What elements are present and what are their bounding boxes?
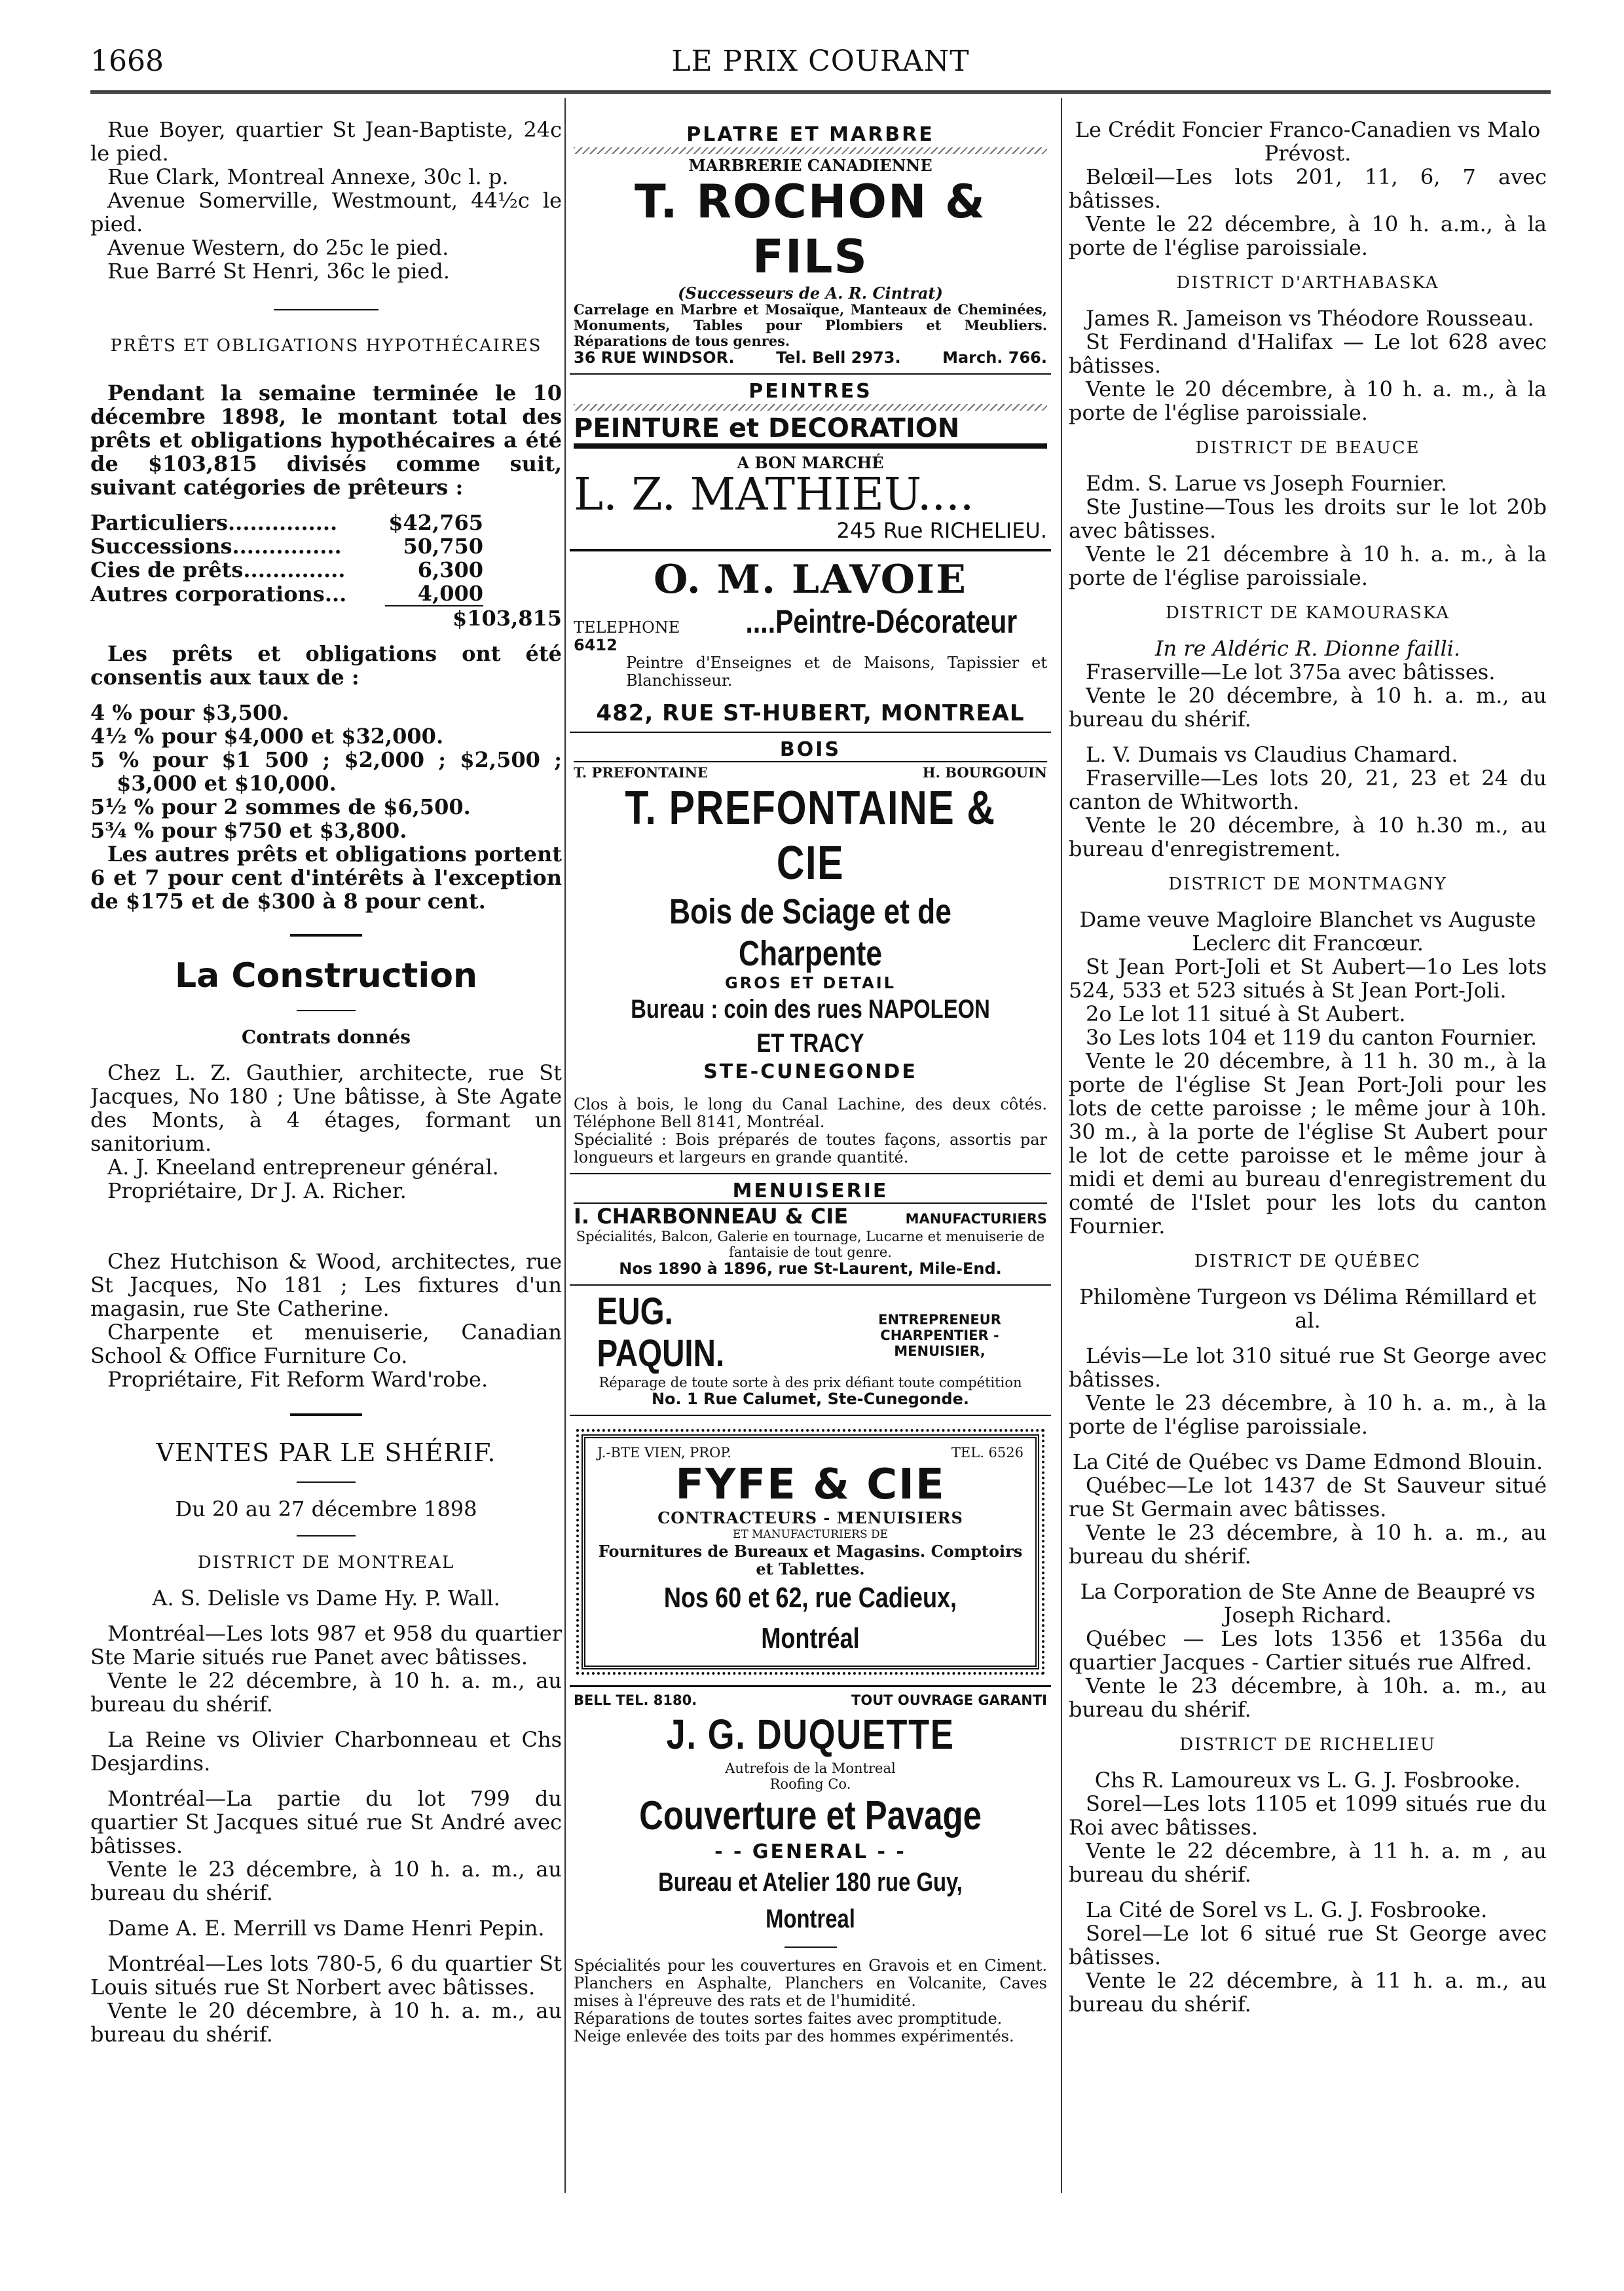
ad-desc: Carrelage en Marbre et Mosaïque, Manteaux de Cheminées, Monuments, Tables pour Plombiers et Meubliers. Réparations de tous genres. [574,301,1047,349]
ad-category: BOIS [779,738,841,761]
column-ads [570,118,1051,2193]
wavy-rule [574,147,1047,154]
ad-gros: GROS ET DETAIL [725,974,896,992]
ad-name: T. PREFONTAINE & CIE [625,782,996,889]
ad-addr: Bureau et Atelier 180 rue Guy, Montreal [658,1868,963,1933]
ad-trade: ....Peintre-Décorateur [745,603,1018,640]
section-rule [297,1010,356,1011]
ad-name: I. CHARBONNEAU & CIE [574,1204,849,1229]
ad-mathieu [570,375,1051,549]
case-vente: Vente le 23 décembre, à 10h. a. m., au bureau du shérif. [1069,1673,1547,1722]
case-text: Montréal—Les lots 780-5, 6 du quartier St Louis situés rue St Norbert avec bâtisses. [90,1951,562,2000]
case-vente: Vente le 20 décembre, à 10 h. a. m., au bureau du shérif. [90,1998,562,2047]
case-parties: Edm. S. Larue vs Joseph Fournier. [1086,471,1447,496]
prets-total: $103,815 [452,606,562,631]
district-heading: DISTRICT DE BEAUCE [1195,438,1420,458]
taux-line: 4½ % pour $4,000 et $32,000. [90,724,444,749]
district-heading: DISTRICT DE KAMOURASKA [1165,603,1450,623]
case-text: St Jean Port-Joli et St Aubert—1o Les lots 524, 533 et 523 situés à St Jean Port-Joli. [1069,954,1547,1003]
diamond-rule [290,934,362,937]
ad-row: J.-BTE VIEN, PROP. TEL. 6526 [597,1445,1024,1461]
ad-succ: (Successeurs de A. R. Cintrat) [678,284,943,303]
ad-row: I. CHARBONNEAU & CIE MANUFACTURIERS [574,1204,1047,1229]
ad-sub: CONTRACTEURS - MENUISIERS [657,1508,963,1527]
intro-line: Rue Clark, Montreal Annexe, 30c l. p. [107,164,509,189]
taux-line: 4 % pour $3,500. [90,700,289,725]
case-parties: La Cité de Sorel vs L. G. J. Fosbrooke. [1086,1897,1488,1922]
ad-desc: Neige enlevée des toits par des hommes expérimentés. [574,2027,1014,2045]
district-heading: DISTRICT D'ARTHABASKA [1176,273,1439,293]
contrat-text: Propriétaire, Dr J. A. Richer. [107,1178,407,1203]
ad-name: FYFE & CIE [675,1461,946,1509]
table-row: Particuliers............... $42,765 [90,510,483,535]
column-divider [564,98,566,2193]
ad-name: EUG. PAQUIN. [597,1290,725,1375]
column-left [90,118,562,2193]
ad-desc: Peintre d'Enseignes et de Maisons, Tapissier et Blanchisseur. [626,654,1047,690]
section-heading: PRÊTS ET OBLIGATIONS HYPOTHÉCAIRES [110,336,542,356]
header-rule [90,90,1551,94]
ad-desc: Fournitures de Bureaux et Magasins. Comptoirs et Tablettes. [598,1542,1023,1578]
case-text: Belœil—Les lots 201, 11, 6, 7 avec bâtisses. [1069,164,1547,213]
ad-addr: No. 1 Rue Calumet, Ste-Cunegonde. [651,1390,970,1408]
case-vente: Vente le 20 décembre, à 11 h. 30 m., à la porte de l'église St Jean Port-Joli pour les lots de cette paroisse ; le même jour à 10h. 30 m., à la porte de l'église St Aubert pour le lot de cette paroisse et le même jour à midi et demi au bureau d'enregistrement du comté de l'Islet pour les lots du canton Fournier. [1069,1049,1547,1239]
case-vente: Vente le 23 décembre, à 10 h. a. m., au bureau du shérif. [90,1857,562,1905]
ad-addr: 482, RUE ST-HUBERT, MONTREAL [596,700,1025,726]
case-text: 3o Les lots 104 et 119 du canton Fournier. [1086,1025,1538,1050]
case-parties: Dame veuve Magloire Blanchet vs Auguste Leclerc dit Francœur. [1079,907,1536,956]
case-text: Québec—Le lot 1437 de St Sauveur situé rue St Germain avec bâtisses. [1069,1473,1547,1521]
ad-name: O. M. LAVOIE [654,557,967,603]
taux-line: 5¾ % pour $750 et $3,800. [90,818,407,843]
ad-prefontaine [570,733,1051,1174]
prets-intro: Pendant la semaine terminée le 10 décembre 1898, le montant total des prêts et obligations hypothécaires a été de $103,815 divisés comme suit, suivant catégories de prêteurs : [90,381,562,500]
case-parties: Dame A. E. Merrill vs Dame Henri Pepin. [107,1916,545,1941]
case-text: Montréal—Les lots 987 et 958 du quartier Ste Marie situés rue Panet avec bâtisses. [90,1621,562,1669]
case-vente: Vente le 23 décembre, à 10 h. a. m., au bureau du shérif. [1069,1520,1547,1569]
case-vente: Vente le 22 décembre, à 10 h. a.m., à la porte de l'église paroissiale. [1069,212,1547,260]
ad-name: J. G. DUQUETTE [666,1711,955,1758]
ad-category: PLATRE ET MARBRE [686,123,934,146]
section-rule [297,1535,356,1537]
section-rule [297,1481,356,1483]
ad-footer: 36 RUE WINDSOR. Tel. Bell 2973. March. 766. [574,348,1047,367]
case-text: Fraserville—Le lot 375a avec bâtisses. [1086,660,1496,684]
page-header [90,45,1551,90]
ad-duquette: BELL TEL. 8180. TOUT OUVRAGE GARANTI J. G. DUQUETTE Autrefois de la Montreal Roofing Co. Couverture et Pavage - - GENERAL - - Bureau et Atelier 180 rue Guy, Montreal Spécialités pour les couvertures en Gravois et en Ciment. Planchers en Asphalte, Planchers en Volcanite, Caves mises à l'épreuve des rats et de l'humidité. Réparations de toutes sortes faites avec promptitude. Neige enlevée des toits par des hommes expérimentés. [570,1685,1051,2052]
ad-desc: Spécialités pour les couvertures en Gravois et en Ciment. Planchers en Asphalte, Planchers en Volcanite, Caves mises à l'épreuve des rats et de l'humidité. [574,1956,1047,2010]
column-divider [1061,98,1062,2193]
prets-table [90,511,562,606]
ad-addr: 245 Rue RICHELIEU. [836,518,1047,543]
intro-line: Rue Barré St Henri, 36c le pied. [107,259,450,284]
construction-title: La Construction [175,956,477,996]
district-heading: DISTRICT DE MONTREAL [197,1553,455,1573]
ad-line: Bois de Sciage et de Charpente [669,892,951,973]
case-text: Fraserville—Les lots 20, 21, 23 et 24 du canton de Whitworth. [1069,766,1547,814]
ad-charbonneau [570,1174,1051,1286]
ad-paquin [570,1286,1051,1416]
contrat-text: Charpente et menuiserie, Canadian School & Office Furniture Co. [90,1320,562,1368]
case-text: Montréal—La partie du lot 799 du quartier St Jacques situé rue St André avec bâtisses. [90,1786,562,1858]
intro-line: Avenue Somerville, Westmount, 44½c le pied. [90,188,562,236]
case-text: Sorel—Le lot 6 situé rue St George avec bâtisses. [1069,1921,1547,1969]
case-parties: In re Aldéric R. Dionne failli. [1154,636,1461,661]
district-heading: DISTRICT DE MONTMAGNY [1168,874,1447,894]
ad-desc: Réparage de toute sorte à des prix défiant toute compétition [599,1375,1022,1390]
ad-name: L. Z. MATHIEU.... [574,469,974,521]
case-vente: Vente le 20 décembre, à 10 h.30 m., au bureau d'enregistrement. [1069,813,1547,861]
table-row: Cies de prêts.............. 6,300 [90,557,483,582]
contrat-text: A. J. Kneeland entrepreneur général. [107,1155,499,1180]
intro-line: Rue Boyer, quartier St Jean-Baptiste, 24c le pied. [90,118,562,166]
ad-desc: Clos à bois, le long du Canal Lachine, des deux côtés. Téléphone Bell 8141, Montréal. [574,1095,1047,1131]
ad-spec: Spécialité : Bois préparés de toutes façons, assortis par longueurs et largeurs en grande quantité. [574,1130,1047,1166]
ad-place: STE-CUNEGONDE [703,1060,917,1083]
diamond-rule [290,1413,362,1416]
table-row: Autres corporations... 4,000 [90,581,483,606]
column-right [1069,118,1547,2193]
taux-intro: Les prêts et obligations ont été consentis aux taux de : [90,641,562,690]
case-parties: A. S. Delisle vs Dame Hy. P. Wall. [152,1586,500,1611]
ventes-dates: Du 20 au 27 décembre 1898 [175,1497,477,1521]
ad-title: PEINTURE et DECORATION [574,413,1047,449]
ad-row: BELL TEL. 8180. TOUT OUVRAGE GARANTI [574,1692,1047,1708]
case-vente: Vente le 20 décembre, à 10 h. a. m., à la porte de l'église paroissiale. [1069,377,1547,425]
ad-title: Couverture et Pavage [639,1793,982,1838]
ad-row: EUG. PAQUIN. ENTREPRENEUR CHARPENTIER - MENUISIER, [597,1290,1001,1375]
ad-lavoie [570,549,1051,733]
case-text: St Ferdinand d'Halifax — Le lot 628 avec bâtisses. [1069,329,1547,378]
case-parties: La Reine vs Olivier Charbonneau et Chs Desjardins. [90,1727,562,1776]
case-vente: Vente le 23 décembre, à 10 h. a. m., à la porte de l'église paroissiale. [1069,1390,1547,1439]
case-vente: Vente le 21 décembre à 10 h. a. m., à la porte de l'église paroissiale. [1069,542,1547,590]
ad-former: Autrefois de la Montreal Roofing Co. [725,1760,896,1792]
case-text: Québec — Les lots 1356 et 1356a du quartier Jacques - Cartier situés rue Alfred. [1069,1626,1547,1675]
case-text: Lévis—Le lot 310 situé rue St George avec bâtisses. [1069,1343,1547,1392]
ventes-title: VENTES PAR LE SHÉRIF. [156,1438,496,1467]
contrats-heading: Contrats donnés [241,1026,411,1048]
ad-fyfe: J.-BTE VIEN, PROP. TEL. 6526 FYFE & CIE CONTRACTEURS - MENUISIERS ET MANUFACTURIERS DE Fournitures de Bureaux et Magasins. Comptoirs et Tablettes. Nos 60 et 62, rue Cadieux, Montréal [581,1434,1039,1669]
section-rule [274,309,378,310]
intro-line: Avenue Western, do 25c le pied. [107,235,449,260]
case-parties: La Corporation de Ste Anne de Beaupré vs Joseph Richard. [1080,1579,1536,1628]
wavy-rule [574,404,1047,411]
ad-category: MENUISERIE [732,1180,889,1202]
ad-addr: Nos 60 et 62, rue Cadieux, Montréal [663,1582,957,1654]
ad-desc: Réparations de toutes sortes faites avec promptitude. [574,2009,1003,2028]
ad-name: T. ROCHON & FILS [635,175,986,284]
taux-outro: Les autres prêts et obligations portent 6 et 7 pour cent d'intérêts à l'exception de $175 et de $300 à 8 pour cent. [90,842,562,914]
ad-desc: Spécialités, Balcon, Galerie en tournage, Lucarne et menuiserie de fantaisie de tout genre. [576,1229,1045,1260]
ad-row: TELEPHONE 6412 ....Peintre-Décorateur [574,603,1018,654]
ad-category: PEINTRES [748,380,872,403]
case-vente: Vente le 20 décembre, à 10 h. a. m., au bureau du shérif. [1069,683,1547,732]
contrat-text: Chez Hutchison & Wood, architectes, rue St Jacques, No 181 ; Les fixtures d'un magasin, rue Ste Catherine. [90,1249,562,1321]
table-row: Successions............... 50,750 [90,534,483,559]
case-text: Sorel—Les lots 1105 et 1099 situés rue du Roi avec bâtisses. [1069,1791,1547,1840]
case-text: Ste Justine—Tous les droits sur le lot 20b avec bâtisses. [1069,494,1547,543]
ad-rochon [570,118,1051,375]
case-parties: Le Crédit Foncier Franco-Canadien vs Malo Prévost. [1075,118,1541,166]
case-vente: Vente le 22 décembre, à 11 h. a. m., au bureau du shérif. [1069,1968,1547,2017]
page-number: 1668 [90,45,164,78]
case-parties: James R. Jameison vs Théodore Rousseau. [1086,306,1534,331]
case-parties: La Cité de Québec vs Dame Edmond Blouin. [1072,1449,1543,1474]
district-heading: DISTRICT DE RICHELIEU [1179,1735,1436,1755]
ad-sub: A BON MARCHÉ [737,453,884,472]
case-parties: L. V. Dumais vs Claudius Chamard. [1086,742,1458,767]
page-title: LE PRIX COURANT [671,45,970,78]
case-vente: Vente le 22 décembre, à 10 h. a. m., au bureau du shérif. [90,1668,562,1717]
section-rule [784,1946,837,1948]
case-vente: Vente le 22 décembre, à 11 h. a. m , au bureau du shérif. [1069,1838,1547,1887]
case-parties: Chs R. Lamoureux vs L. G. J. Fosbrooke. [1094,1768,1521,1793]
taux-line: 5½ % pour 2 sommes de $6,500. [90,794,471,819]
contrat-text: Chez L. Z. Gauthier, architecte, rue St Jacques, No 180 ; Une bâtisse, à Ste Agate des Monts, à 4 étages, formant un sanitorium. [90,1060,562,1156]
ad-addr: Nos 1890 à 1896, rue St-Laurent, Mile-End. [619,1259,1002,1278]
contrat-text: Propriétaire, Fit Reform Ward'robe. [107,1367,489,1392]
taux-line: 5 % pour $1 500 ; $2,000 ; $2,500 ; $3,000 et $10,000. [90,747,562,796]
ad-bureau: Bureau : coin des rues NAPOLEON ET TRACY [631,995,990,1058]
district-heading: DISTRICT DE QUÉBEC [1194,1252,1421,1271]
case-parties: Philomène Turgeon vs Délima Rémillard et al. [1079,1284,1536,1333]
ad-sub: MARBRERIE CANADIENNE [688,156,932,175]
ad-row: T. PREFONTAINE H. BOURGOUIN [574,761,1047,781]
case-text: 2o Le lot 11 situé à St Aubert. [1086,1001,1406,1026]
